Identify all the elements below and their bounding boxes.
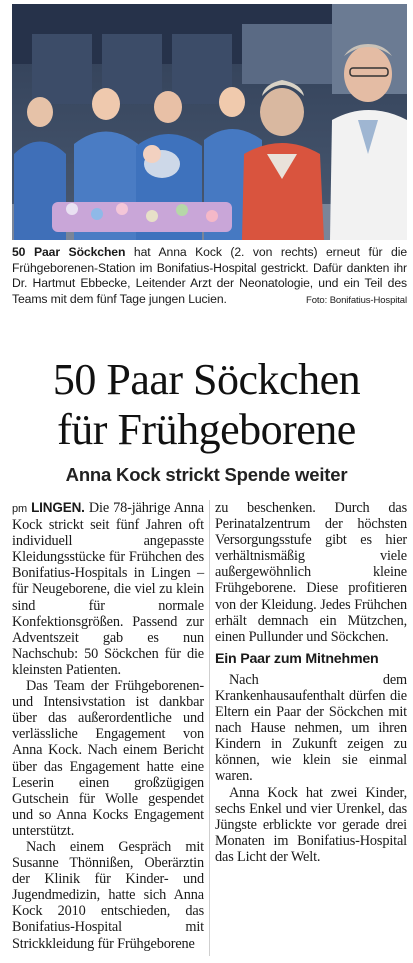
article-column-left [12,500,204,952]
article-photo [12,4,407,240]
article-subheadline: Anna Kock strickt Spende weiter [65,464,348,485]
caption-lead: 50 Paar Söckchen [12,245,126,259]
photo-credit: Foto: Bonifatius-Hospital [306,294,407,306]
article-paragraph-continued: zu beschenken. Durch das Perinatalzentrum der höchsten Versorgungsstufe gibt es hier verhältnismäßig viele außergewöhnlich kleine Frühgeborene. Diese profitieren von der Kleidung. Jedes Frühchen erhält demnach ein Mützchen, einen Pullunder und Söckchen. [215,500,407,645]
article-paragraph: Anna Kock hat zwei Kinder, sechs Enkel und vier Urenkel, das Jüngste erblickte vor gerade drei Monaten im Bonifatius-Hospital das Licht der Welt. [215,784,407,865]
paragraph-1-text: Die 78-jährige Anna Kock strickt seit fünf Jahren oft individuell angepasste Kleidungsstücke für Frühchen des Bonifatius-Hospitals in Lingen – für Neugeborene, die viel zu klein sind für normale Konfektionsgrößen. Passend zur Adventszeit gab es nun Nachschub: 50 Söckchen für die kleinsten Patienten. [12,500,204,678]
author-initials: pm [12,503,27,515]
article-subheading: Ein Paar zum Mitnehmen [215,650,379,667]
photo-caption [12,245,407,308]
article-paragraph [12,500,204,678]
column-divider [209,500,210,956]
article-paragraph: Das Team der Frühgeborenen- und Intensivstation ist dankbar über das außerordentliche und verlässliche Engagement von Anna Kock. Nach einem Bericht über das Engagement hatte eine Leserin einen großzügigen Gutschein für Wolle gespendet und so Anna Kocks Engagement unterstützt. [12,678,204,839]
headline-line-2: für Frühgeborene [57,405,356,454]
dateline: LINGEN. [31,500,85,515]
article-paragraph: Nach dem Krankenhausaufenthalt dürfen die Eltern ein Paar der Söckchen mit nach Hause nehmen, um ihren Kindern in Zukunft zeigen zu können, wie klein sie einmal waren. [215,671,407,785]
article-headline [0,355,413,455]
article-column-right [215,500,407,865]
article-paragraph: Nach einem Gespräch mit Susanne Thönnißen, Oberärztin der Klinik für Kinder- und Jugendmedizin, hatte sich Anna Kock 2010 entschieden, das Bonifatius-Hospital mit Strickkleidung für Frühgeborene [12,838,204,952]
headline-line-1: 50 Paar Söckchen [52,355,361,404]
group-photo-illustration [12,4,407,240]
caption-text: hat Anna Kock (2. von rechts) erneut für die Frühgeborenen-Station im Bonifatius-Hospital gestrickt. Dafür dankten ihr Dr. Hartmut Ebbecke, Leitender Arzt der Neonatologie, und ein Teil des Teams mit dem fünf Tage jungen Lucien. [12,245,408,306]
